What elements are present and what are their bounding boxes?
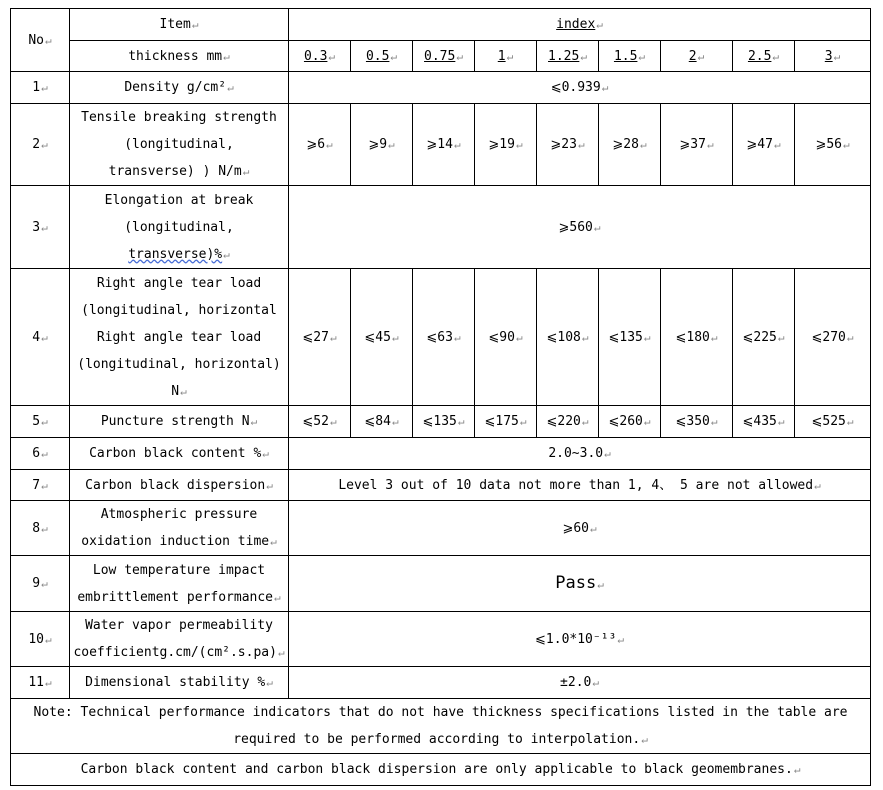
row-value: Level 3 out of 10 data not more than 1, 4、 5 are not allowed↵ [289,470,871,501]
row-no: 8↵ [11,501,70,556]
table-row [11,438,871,470]
thickness-cell: 1↵ [475,41,537,72]
row-value: ⩽108↵ [537,269,599,406]
row-value: ⩾19↵ [475,104,537,186]
row-value: ⩽260↵ [599,406,661,438]
row-value: ±2.0↵ [289,667,871,699]
note-row [11,754,871,786]
header-item: Item↵ [70,9,289,41]
row-item: Elongation at break (longitudinal, transverse)%↵ [70,186,289,269]
row-item: Right angle tear load (longitudinal, horizontal Right angle tear load (longitudinal, horizontal) N↵ [70,269,289,406]
table-row [11,104,871,186]
row-no: 4↵ [11,269,70,406]
note-black-geomembranes: Carbon black content and carbon black dispersion are only applicable to black geomembranes.↵ [11,754,871,786]
row-item: Water vapor permeability coefficientg.cm/(cm².s.pa)↵ [70,612,289,667]
header-thickness: thickness mm↵ [70,41,289,72]
thickness-cell: 1.25↵ [537,41,599,72]
row-value: ⩽0.939↵ [289,72,871,104]
row-item: Low temperature impact embrittlement performance↵ [70,556,289,612]
row-item: Atmospheric pressure oxidation induction time↵ [70,501,289,556]
table-row [11,72,871,104]
row-value: ⩽135↵ [599,269,661,406]
row-value: ⩽63↵ [413,269,475,406]
table-row [11,406,871,438]
row-value: ⩽270↵ [795,269,871,406]
row-value: ⩽84↵ [351,406,413,438]
spec-table [10,8,871,786]
row-no: 1↵ [11,72,70,104]
row-item: Puncture strength N↵ [70,406,289,438]
row-item: Density g/cm²↵ [70,72,289,104]
row-value: ⩾14↵ [413,104,475,186]
row-value: ⩽1.0*10⁻¹³↵ [289,612,871,667]
row-value: ⩾37↵ [661,104,733,186]
note-interpolation: Note: Technical performance indicators that do not have thickness specifications listed in the table are required to be performed according to interpolation.↵ [11,699,871,754]
row-value: ⩽525↵ [795,406,871,438]
thickness-cell: 2↵ [661,41,733,72]
row-value: ⩽175↵ [475,406,537,438]
row-item: Carbon black content %↵ [70,438,289,470]
row-value: ⩾6↵ [289,104,351,186]
row-no: 10↵ [11,612,70,667]
table-row [11,501,871,556]
row-value: ⩾56↵ [795,104,871,186]
table-row [11,556,871,612]
row-no: 7↵ [11,470,70,501]
row-no: 3↵ [11,186,70,269]
row-value: ⩽52↵ [289,406,351,438]
thickness-cell: 3↵ [795,41,871,72]
thickness-cell: 0.75↵ [413,41,475,72]
table-row [11,612,871,667]
row-no: 6↵ [11,438,70,470]
row-value: ⩽135↵ [413,406,475,438]
row-value: ⩽435↵ [733,406,795,438]
row-value: ⩽27↵ [289,269,351,406]
thickness-cell: 1.5↵ [599,41,661,72]
thickness-row [11,41,871,72]
row-value: ⩽90↵ [475,269,537,406]
thickness-cell: 2.5↵ [733,41,795,72]
row-item: Dimensional stability %↵ [70,667,289,699]
row-value: ⩽350↵ [661,406,733,438]
table-row [11,667,871,699]
table-row [11,186,871,269]
row-value: ⩾60↵ [289,501,871,556]
row-value: ⩾28↵ [599,104,661,186]
row-value: ⩾47↵ [733,104,795,186]
row-value: ⩾560↵ [289,186,871,269]
table-row [11,269,871,406]
row-no: 2↵ [11,104,70,186]
row-item: Tensile breaking strength (longitudinal, transverse) ) N/m↵ [70,104,289,186]
row-value: Pass↵ [289,556,871,612]
row-value: ⩽220↵ [537,406,599,438]
row-value: 2.0~3.0↵ [289,438,871,470]
header-index: index↵ [289,9,871,41]
row-no: 5↵ [11,406,70,438]
header-no: No↵ [11,9,70,72]
thickness-cell: 0.3↵ [289,41,351,72]
row-value: ⩽225↵ [733,269,795,406]
row-value: ⩾23↵ [537,104,599,186]
thickness-cell: 0.5↵ [351,41,413,72]
row-value: ⩾9↵ [351,104,413,186]
row-value: ⩽45↵ [351,269,413,406]
row-no: 11↵ [11,667,70,699]
row-item: Carbon black dispersion↵ [70,470,289,501]
header-row [11,9,871,41]
row-value: ⩽180↵ [661,269,733,406]
note-row [11,699,871,754]
row-no: 9↵ [11,556,70,612]
table-row [11,470,871,501]
